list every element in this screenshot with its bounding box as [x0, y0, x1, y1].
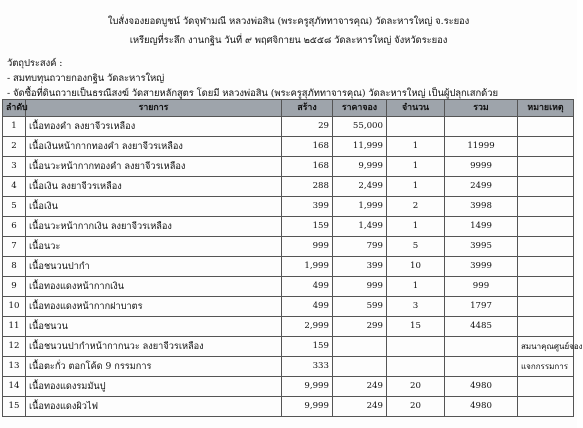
item-name: เนื้อเงินหน้ากากทองคำ ลงยาจีวรเหลือง	[26, 137, 282, 157]
quantity: 3	[387, 297, 445, 317]
row-number: 13	[3, 357, 26, 377]
table-row	[3, 317, 574, 337]
item-name: เนื้อทองแดงผิวไฟ	[26, 397, 282, 417]
table-header-row	[3, 100, 574, 117]
made-count: 9,999	[282, 377, 333, 397]
row-total: 3998	[445, 197, 518, 217]
row-total: 2499	[445, 177, 518, 197]
row-note	[518, 157, 574, 177]
item-name: เนื้อชนวนปากำ	[26, 257, 282, 277]
row-number: 6	[3, 217, 26, 237]
item-name: เนื้อนวะหน้ากากทองคำ ลงยาจีวรเหลือง	[26, 157, 282, 177]
row-note: สมนาคุณศูนย์จอง	[518, 337, 574, 357]
reserve-price: 9,999	[333, 157, 387, 177]
reserve-price: 249	[333, 397, 387, 417]
reserve-price: 55,000	[333, 117, 387, 137]
row-note: แจกกรรมการ	[518, 357, 574, 377]
row-note	[518, 217, 574, 237]
quantity: 5	[387, 237, 445, 257]
made-count: 399	[282, 197, 333, 217]
objective-item-2: - จัดซื้อที่ดินถวายเป็นธรณีสงฆ์ วัดสายหลักสูตร โดยมี หลวงพ่อสิน (พระครูสุภัททาจารคุณ) วัดละหารใหญ่ เป็นผู้ปลุกเสกด้วย	[7, 88, 498, 99]
item-name: เนื้อชนวนปากำหน้ากากนวะ ลงยาจีวรเหลือง	[26, 337, 282, 357]
objective-label: วัตถุประสงค์ :	[7, 58, 63, 69]
made-count: 499	[282, 277, 333, 297]
made-count: 168	[282, 137, 333, 157]
quantity: 20	[387, 397, 445, 417]
row-total: 4980	[445, 397, 518, 417]
quantity	[387, 337, 445, 357]
item-name: เนื้อทองแดงหน้ากากเงิน	[26, 277, 282, 297]
quantity: 10	[387, 257, 445, 277]
item-name: เนื้อทองแดงรมมันปู	[26, 377, 282, 397]
row-total: 1797	[445, 297, 518, 317]
row-number: 9	[3, 277, 26, 297]
objective-item-1: - สมทบทุนถวายกองกฐิน วัดละหารใหญ่	[7, 73, 165, 84]
reserve-price: 2,499	[333, 177, 387, 197]
made-count: 1,999	[282, 257, 333, 277]
item-name: เนื้อตะกั่ว ตอกโค้ด 9 กรรมการ	[26, 357, 282, 377]
document-heading-line1: ใบสั่งจองยอดบูชน์ วัดจุฬามณี หลวงพ่อสิน (พระครูสุภัททาจารคุณ) วัดละหารใหญ่ จ.ระยอง	[107, 16, 470, 27]
reserve-price: 399	[333, 257, 387, 277]
row-total: 3999	[445, 257, 518, 277]
header-qty: จำนวน	[387, 100, 445, 117]
row-note	[518, 317, 574, 337]
reserve-price: 999	[333, 277, 387, 297]
made-count: 168	[282, 157, 333, 177]
quantity: 1	[387, 157, 445, 177]
quantity: 1	[387, 217, 445, 237]
made-count: 9,999	[282, 397, 333, 417]
header-note: หมายเหตุ	[518, 100, 574, 117]
row-note	[518, 257, 574, 277]
item-name: เนื้อชนวน	[26, 317, 282, 337]
row-note	[518, 237, 574, 257]
row-note	[518, 137, 574, 157]
row-total: 3995	[445, 237, 518, 257]
made-count: 288	[282, 177, 333, 197]
row-total: 999	[445, 277, 518, 297]
table-row	[3, 377, 574, 397]
row-note	[518, 197, 574, 217]
row-note	[518, 117, 574, 137]
quantity: 1	[387, 277, 445, 297]
row-note	[518, 177, 574, 197]
item-name: เนื้อทองแดงหน้ากากฝาบาตร	[26, 297, 282, 317]
made-count: 159	[282, 337, 333, 357]
row-total: 9999	[445, 157, 518, 177]
table-row	[3, 277, 574, 297]
row-number: 14	[3, 377, 26, 397]
row-total	[445, 117, 518, 137]
table-row	[3, 217, 574, 237]
row-number: 3	[3, 157, 26, 177]
reserve-price: 11,999	[333, 137, 387, 157]
made-count: 999	[282, 237, 333, 257]
row-total: 4980	[445, 377, 518, 397]
header-made: สร้าง	[282, 100, 333, 117]
row-number: 7	[3, 237, 26, 257]
item-name: เนื้อนวะ	[26, 237, 282, 257]
order-table	[2, 99, 583, 417]
quantity: 1	[387, 137, 445, 157]
item-name: เนื้อทองคำ ลงยาจีวรเหลือง	[26, 117, 282, 137]
reserve-price: 799	[333, 237, 387, 257]
row-note	[518, 277, 574, 297]
document-heading-line2: เหรียญที่ระลึก งานกฐิน วันที่ ๙ พฤศจิกายน ๒๕๕๘ วัดละหารใหญ่ จังหวัดระยอง	[129, 35, 448, 46]
table-row	[3, 177, 574, 197]
table-row	[3, 137, 574, 157]
quantity: 15	[387, 317, 445, 337]
reserve-price: 299	[333, 317, 387, 337]
table-row	[3, 237, 574, 257]
table-row	[3, 397, 574, 417]
reserve-price	[333, 357, 387, 377]
row-number: 11	[3, 317, 26, 337]
row-number: 12	[3, 337, 26, 357]
row-number: 10	[3, 297, 26, 317]
header-price: ราคาจอง	[333, 100, 387, 117]
made-count: 29	[282, 117, 333, 137]
row-number: 5	[3, 197, 26, 217]
row-total: 11999	[445, 137, 518, 157]
row-total	[445, 337, 518, 357]
header-no: ลำดับ	[3, 100, 26, 117]
quantity: 1	[387, 177, 445, 197]
row-number: 4	[3, 177, 26, 197]
table-row	[3, 197, 574, 217]
header-item: รายการ	[26, 100, 282, 117]
row-number: 1	[3, 117, 26, 137]
reserve-price: 1,999	[333, 197, 387, 217]
row-total: 1499	[445, 217, 518, 237]
row-note	[518, 377, 574, 397]
item-name: เนื้อเงิน ลงยาจีวรเหลือง	[26, 177, 282, 197]
table-row	[3, 297, 574, 317]
table-row	[3, 337, 574, 357]
header-total: รวม	[445, 100, 518, 117]
quantity: 2	[387, 197, 445, 217]
row-note	[518, 397, 574, 417]
reserve-price: 1,499	[333, 217, 387, 237]
item-name: เนื้อเงิน	[26, 197, 282, 217]
row-number: 15	[3, 397, 26, 417]
row-number: 8	[3, 257, 26, 277]
row-total	[445, 357, 518, 377]
row-number: 2	[3, 137, 26, 157]
reserve-price: 249	[333, 377, 387, 397]
quantity	[387, 357, 445, 377]
table-row	[3, 357, 574, 377]
item-name: เนื้อนวะหน้ากากเงิน ลงยาจีวรเหลือง	[26, 217, 282, 237]
table-row	[3, 257, 574, 277]
row-note	[518, 297, 574, 317]
table-row	[3, 157, 574, 177]
table-body	[3, 117, 583, 417]
quantity	[387, 117, 445, 137]
quantity: 20	[387, 377, 445, 397]
made-count: 159	[282, 217, 333, 237]
reserve-price: 599	[333, 297, 387, 317]
made-count: 499	[282, 297, 333, 317]
row-total: 4485	[445, 317, 518, 337]
reserve-price	[333, 337, 387, 357]
made-count: 333	[282, 357, 333, 377]
made-count: 2,999	[282, 317, 333, 337]
table-row	[3, 117, 574, 137]
